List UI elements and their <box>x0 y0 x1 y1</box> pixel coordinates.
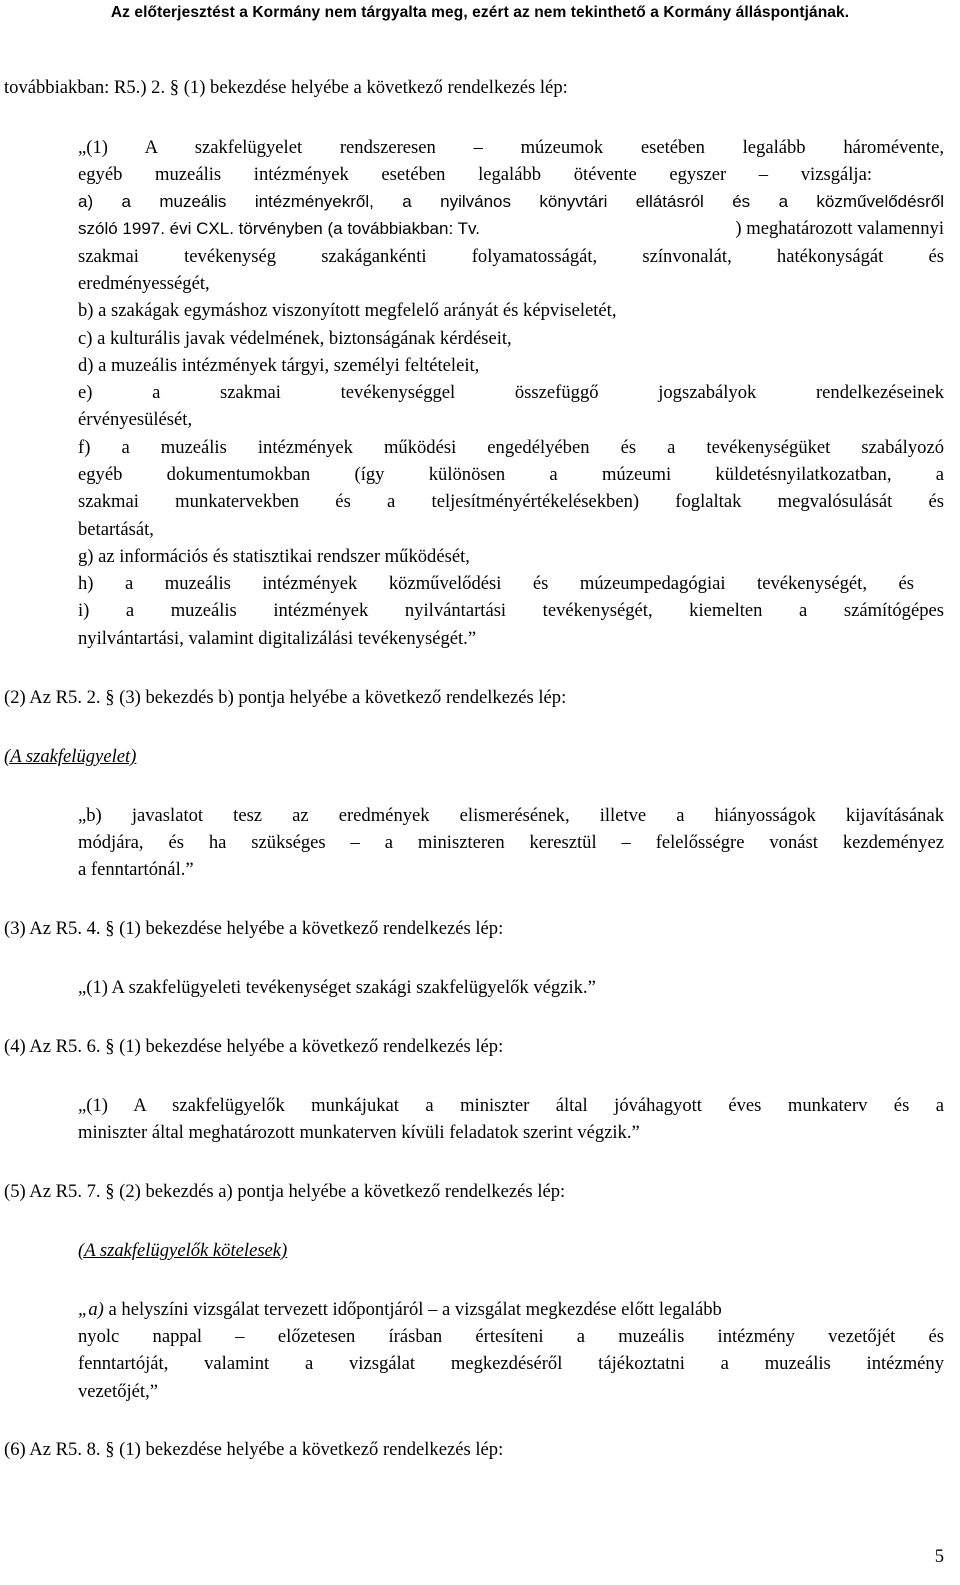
body-line: a fenntartónál.” <box>78 859 194 880</box>
body-line: b) a szakágak egymáshoz viszonyított megfelelő arányát és képviseletét, <box>78 300 617 321</box>
body-line-part: szóló 1997. évi CXL. törvényben (a továbbiakban: Tv. <box>78 219 480 238</box>
body-line-part: a helyszíni vizsgálat tervezett időpontjáról – a vizsgálat megkezdése előtt legalább <box>103 1299 722 1320</box>
body-line: „(1) A szakfelügyelet rendszeresen – múzeumok esetében legalább háromévente, <box>78 137 944 158</box>
body-line: betartását, <box>78 519 154 540</box>
body-line-part: (A szakfelügyelők kötelesek) <box>78 1240 288 1261</box>
body-line: i) a muzeális intézmények nyilvántartási tevékenységét, kiemelten a számítógépes <box>78 600 944 621</box>
body-line: „b) javaslatot tesz az eredmények elismerésének, illetve a hiányosságok kijavításának <box>78 805 944 826</box>
body-line: szakmai tevékenység szakágankénti folyamatosságát, színvonalát, hatékonyságát és <box>78 246 944 267</box>
body-line: módjára, és ha szükséges – a miniszteren keresztül – felelősségre vonást kezdeményez <box>78 832 944 853</box>
body-line: nyilvántartási, valamint digitalizálási tevékenységét.” <box>78 628 477 649</box>
document-header-notice: Az előterjesztést a Kormány nem tárgyalta meg, ezért az nem tekinthető a Kormány álláspontjának. <box>110 4 850 21</box>
body-line-italic <box>78 1239 287 1263</box>
body-line: h) a muzeális intézmények közművelődési és múzeumpedagógiai tevékenységét, és <box>78 573 914 594</box>
body-line: érvényesülését, <box>78 409 193 430</box>
page-number: 5 <box>934 1546 944 1567</box>
body-line: továbbiakban: R5.) 2. § (1) bekezdése helyébe a következő rendelkezés lép: <box>4 77 568 98</box>
body-line: miniszter által meghatározott munkaterven kívüli feladatok szerint végzik.” <box>78 1122 640 1143</box>
body-line-mixed <box>78 217 944 241</box>
body-line: c) a kulturális javak védelmének, biztonságának kérdéseit, <box>78 328 512 349</box>
body-line: eredményességét, <box>78 273 210 294</box>
body-line: szakmai munkatervekben és a teljesítményértékelésekben) foglaltak megvalósulását és <box>78 491 944 512</box>
body-line: f) a muzeális intézmények működési engedélyében és a tevékenységüket szabályozó <box>78 437 944 458</box>
body-line: fenntartóját, valamint a vizsgálat megkezdéséről tájékoztatni a muzeális intézmény <box>78 1353 944 1374</box>
body-line: nyolc nappal – előzetesen írásban értesíteni a muzeális intézmény vezetőjét és <box>78 1326 944 1347</box>
body-line-part: (A szakfelügyelet) <box>4 746 137 767</box>
body-line-mixed <box>78 1298 944 1322</box>
body-line-italic <box>4 745 136 769</box>
body-line: „(1) A szakfelügyelők munkájukat a miniszter által jóváhagyott éves munkaterv és a <box>78 1095 944 1116</box>
body-line: (3) Az R5. 4. § (1) bekezdése helyébe a következő rendelkezés lép: <box>4 918 504 939</box>
body-line-part: „a) <box>78 1299 104 1320</box>
body-line: d) a muzeális intézmények tárgyi, személyi feltételeit, <box>78 355 480 376</box>
body-line: (6) Az R5. 8. § (1) bekezdése helyébe a következő rendelkezés lép: <box>4 1439 504 1460</box>
body-line: a) a muzeális intézményekről, a nyilvános könyvtári ellátásról és a közművelődésről <box>78 192 944 211</box>
body-line-part: ) meghatározott valamennyi <box>735 218 944 239</box>
body-line: e) a szakmai tevékenységgel összefüggő jogszabályok rendelkezéseinek <box>78 382 944 403</box>
body-line: egyéb muzeális intézmények esetében legalább ötévente egyszer – vizsgálja: <box>78 164 872 185</box>
body-line: (2) Az R5. 2. § (3) bekezdés b) pontja helyébe a következő rendelkezés lép: <box>4 687 567 708</box>
body-line: egyéb dokumentumokban (így különösen a múzeumi küldetésnyilatkozatban, a <box>78 464 944 485</box>
body-line: g) az információs és statisztikai rendszer működését, <box>78 546 470 567</box>
body-line: vezetőjét,” <box>78 1381 159 1402</box>
body-line: (5) Az R5. 7. § (2) bekezdés a) pontja helyébe a következő rendelkezés lép: <box>4 1181 566 1202</box>
body-line: „(1) A szakfelügyeleti tevékenységet szakági szakfelügyelők végzik.” <box>78 977 596 998</box>
body-line: (4) Az R5. 6. § (1) bekezdése helyébe a következő rendelkezés lép: <box>4 1036 504 1057</box>
